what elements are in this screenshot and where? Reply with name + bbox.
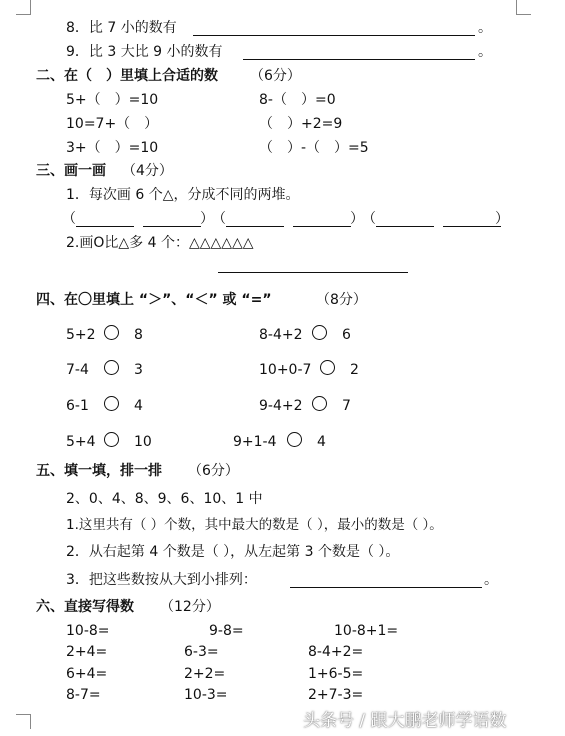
compare-right-value: 2: [350, 362, 359, 378]
end-mark-9: 。: [478, 44, 492, 60]
question-8: 8．比 7 小的数有: [66, 20, 177, 36]
calc-item: 9-8=: [209, 623, 244, 639]
circle-icon[interactable]: [104, 360, 119, 375]
paren-open: （: [62, 211, 76, 227]
crop-mark-bottom-left: [16, 714, 31, 729]
compare-circle[interactable]: [312, 395, 327, 413]
compare-circle[interactable]: [312, 324, 327, 342]
compare-right-expr: 8-4+2: [259, 327, 303, 343]
compare-left-value: 4: [134, 398, 143, 414]
paren-open: （: [362, 211, 376, 227]
answer-line-9[interactable]: [243, 59, 475, 60]
compare-right-expr: 10+0-7: [259, 362, 312, 378]
compare-circle[interactable]: [104, 324, 119, 342]
circle-icon[interactable]: [104, 432, 119, 447]
compare-right-expr: 9-4+2: [259, 398, 303, 414]
calc-item: 10-8+1=: [334, 623, 399, 639]
crop-mark-top-left: [16, 0, 31, 15]
paren-close: ）: [350, 211, 364, 227]
compare-left-expr: 5+2: [66, 327, 96, 343]
calc-item: 2+4=: [66, 644, 108, 660]
calc-item: 10-3=: [184, 687, 228, 703]
fill-item: 3+（ ）=10: [66, 140, 159, 156]
compare-left-expr: 7-4: [66, 362, 89, 378]
end-mark-8: 。: [478, 20, 492, 36]
section-5-question-1: 1.这里共有（ ）个数，其中最大的数是（ ），最小的数是（ ）。: [66, 517, 443, 533]
compare-left-value: 10: [134, 434, 152, 450]
calc-item: 6-3=: [184, 644, 219, 660]
compare-circle[interactable]: [104, 395, 119, 413]
end-mark-order: 。: [484, 572, 498, 588]
compare-left-expr: 5+4: [66, 434, 96, 450]
section-3-question-1: 1．每次画 6 个△，分成不同的两堆。: [66, 187, 300, 203]
compare-right-value: 6: [342, 327, 351, 343]
watermark: 头条号 / 跟大鹏老师学语数: [303, 711, 507, 731]
section-6-score: （12分）: [160, 599, 220, 615]
compare-circle[interactable]: [104, 359, 119, 377]
section-2-score: （6分）: [250, 68, 301, 84]
circle-icon[interactable]: [312, 325, 327, 340]
draw-answer-line[interactable]: [218, 272, 408, 273]
circle-icon[interactable]: [287, 432, 302, 447]
calc-item: 6+4=: [66, 666, 108, 682]
compare-circle[interactable]: [287, 431, 302, 449]
fill-item: （ ）-（ ）=5: [259, 140, 369, 156]
fill-item: 10=7+（ ）: [66, 116, 159, 132]
paren-close: ）: [200, 211, 214, 227]
question-9: 9．比 3 大比 9 小的数有: [66, 44, 223, 60]
number-list: 2、0、4、8、9、6、10、1 中: [66, 491, 263, 507]
calc-item: 8-4+2=: [308, 644, 364, 660]
compare-circle[interactable]: [104, 431, 119, 449]
compare-right-value: 4: [317, 434, 326, 450]
compare-left-value: 8: [134, 327, 143, 343]
section-3-title: 三、画一画: [36, 163, 106, 179]
calc-item: 10-8=: [66, 623, 110, 639]
fill-item: （ ）+2=9: [259, 116, 343, 132]
pile-blank[interactable]: [226, 226, 284, 227]
compare-right-value: 7: [342, 398, 351, 414]
section-4-title: 四、在〇里填上 “＞”、“＜” 或 “=”: [36, 292, 272, 308]
section-5-score: （6分）: [188, 463, 239, 479]
section-3-question-2: 2.画O比△多 4 个：△△△△△△: [66, 235, 254, 251]
compare-left-value: 3: [134, 362, 143, 378]
fill-item: 5+（ ）=10: [66, 92, 159, 108]
fill-item: 8-（ ）=0: [259, 92, 336, 108]
section-2-title: 二、在（ ）里填上合适的数: [36, 68, 218, 84]
pile-blank[interactable]: [293, 226, 351, 227]
compare-left-expr: 6-1: [66, 398, 89, 414]
pile-blank[interactable]: [143, 226, 201, 227]
calc-item: 2+2=: [184, 666, 226, 682]
circle-icon[interactable]: [312, 396, 327, 411]
compare-circle[interactable]: [320, 359, 335, 377]
answer-line-8[interactable]: [193, 35, 475, 36]
section-3-score: （4分）: [122, 163, 173, 179]
pile-blank[interactable]: [376, 226, 434, 227]
section-6-title: 六、直接写得数: [36, 599, 134, 615]
calc-item: 8-7=: [66, 687, 101, 703]
order-answer-line[interactable]: [290, 587, 482, 588]
calc-item: 1+6-5=: [308, 666, 364, 682]
pile-blank[interactable]: [443, 226, 501, 227]
section-5-question-3: 3．把这些数按从大到小排列：: [66, 572, 257, 588]
circle-icon[interactable]: [104, 325, 119, 340]
paren-open: （: [212, 211, 226, 227]
paren-close: ）: [495, 211, 509, 227]
compare-right-expr: 9+1-4: [233, 434, 277, 450]
calc-item: 2+7-3=: [308, 687, 364, 703]
section-4-score: （8分）: [316, 292, 367, 308]
section-5-title: 五、填一填，排一排: [36, 463, 162, 479]
pile-blank[interactable]: [76, 226, 134, 227]
section-5-question-2: 2．从右起第 4 个数是（ ），从左起第 3 个数是（ ）。: [66, 544, 400, 560]
circle-icon[interactable]: [320, 360, 335, 375]
crop-mark-top-right: [516, 0, 531, 15]
circle-icon[interactable]: [104, 396, 119, 411]
